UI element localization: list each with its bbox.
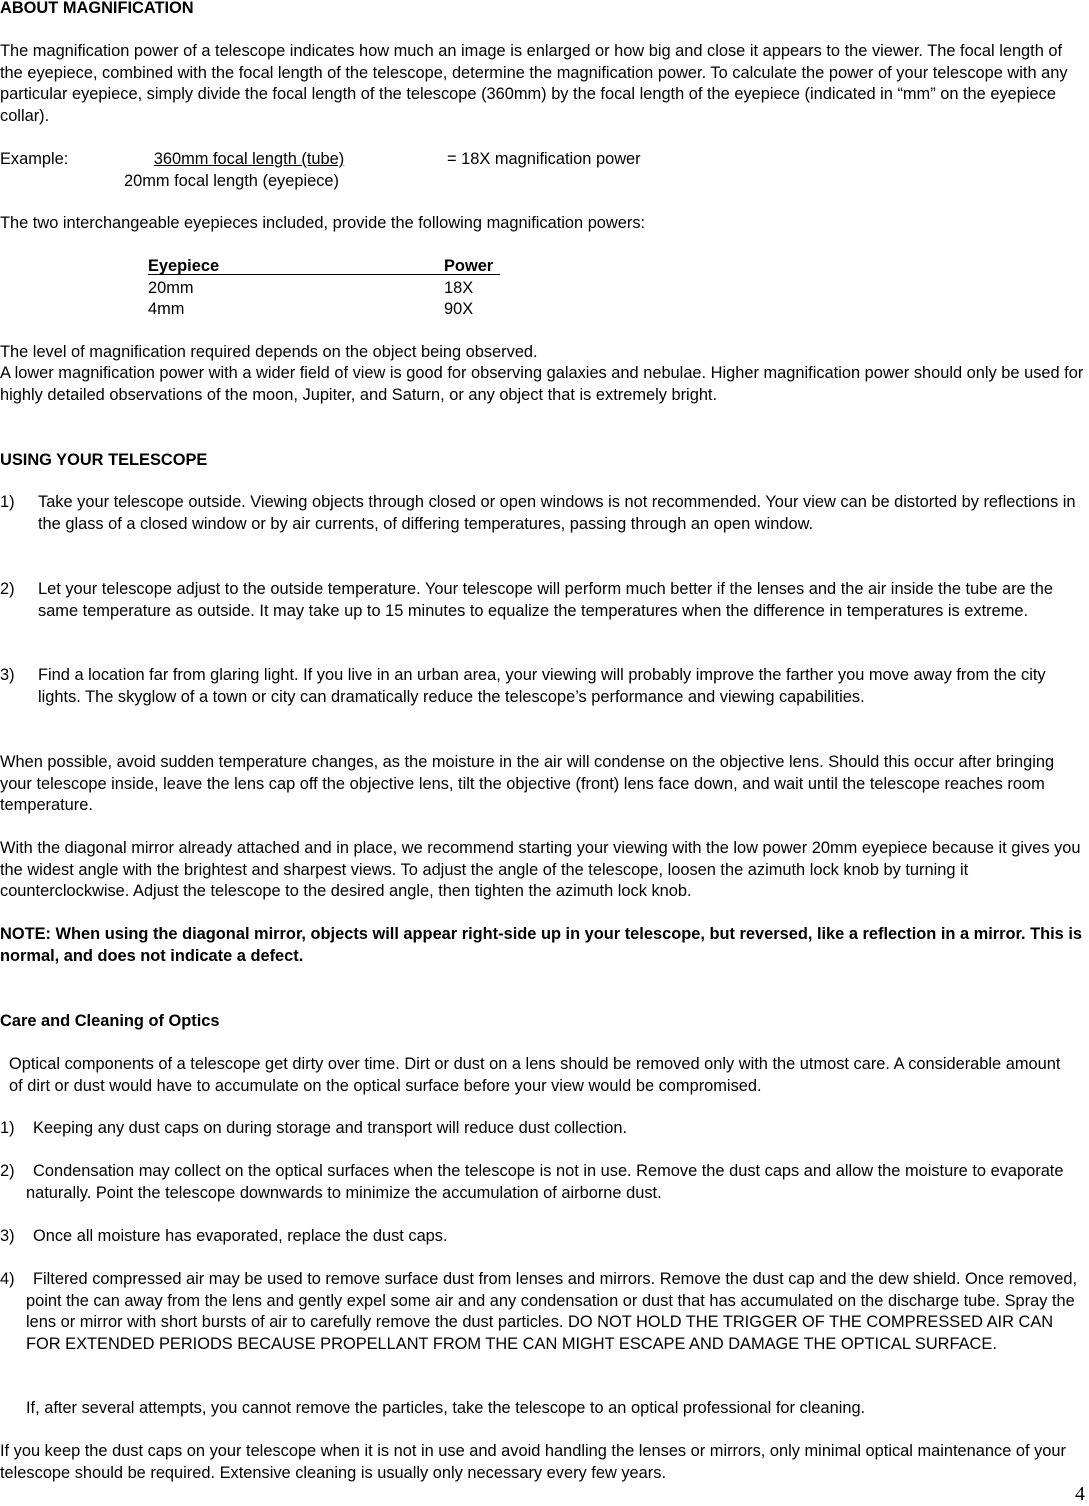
list-item-text: Find a location far from glaring light. If you live in an urban area, your viewing will probably improve the farther you move away from the city lights. The skyglow of a town or city can dramatically reduce the telescope’s performance and viewing capabilities. — [38, 666, 1046, 706]
list-item-number: 3) — [0, 1227, 15, 1245]
list-item-number: 1) — [0, 1119, 15, 1137]
list-item-number: 2) — [0, 1162, 15, 1180]
example-denominator: 20mm focal length (eyepiece) — [124, 172, 340, 190]
example-result: = 18X magnification power — [447, 150, 641, 168]
list-item-number: 1) — [0, 493, 15, 511]
care-heading: Care and Cleaning of Optics — [0, 1012, 220, 1030]
table-intro: The two interchangeable eyepieces included, provide the following magnification powers: — [0, 214, 646, 232]
followup-paragraph: If, after several attempts, you cannot remove the particles, take the telescope to an optical professional for cleaning. — [26, 1399, 866, 1417]
list-item-text: Keeping any dust caps on during storage and transport will reduce dust collection. — [33, 1119, 628, 1137]
using-heading: USING YOUR TELESCOPE — [0, 451, 208, 469]
magnification-level-line2: A lower magnification power with a wider field of view is good for observing galaxies and nebulae. Higher magnification power should only be used for highly detailed observations of the moon, Jupiter, and Saturn, or any object that is extremely bright. — [0, 364, 1084, 404]
list-item-number: 3) — [0, 666, 15, 684]
diagonal-paragraph: With the diagonal mirror already attached and in place, we recommend starting your viewing with the low power 20mm eyepiece because it gives you the widest angle with the brightest and sharpest views. To adjust the angle of the telescope, loosen the azimuth lock knob by turning it counterclockwise. Adjust the telescope to the desired angle, then tighten the azimuth lock knob. — [0, 839, 1081, 901]
table-cell-eyepiece: 20mm — [148, 279, 194, 297]
page-number: 4 — [1075, 1483, 1085, 1505]
note-paragraph: NOTE: When using the diagonal mirror, objects will appear right-side up in your telescope, but reversed, like a reflection in a mirror. This is normal, and does not indicate a defect. — [0, 925, 1083, 965]
list-item-number: 4) — [0, 1270, 15, 1288]
list-item-text: Let your telescope adjust to the outside temperature. Your telescope will perform much better if the lenses and the air inside the tube are the same temperature as outside. It may take up to 15 minutes to equalize the temperatures when the difference in temperatures is extreme. — [38, 580, 1054, 620]
list-item-text: Take your telescope outside. Viewing objects through closed or open windows is not recommended. Your view can be distorted by reflections in the glass of a closed window or by air currents, of differing temperatures, passing through an open window. — [38, 493, 1076, 533]
example-label: Example: — [0, 150, 69, 168]
magnification-level-line1: The level of magnification required depends on the object being observed. — [0, 343, 538, 361]
list-item-text: Filtered compressed air may be used to remove surface dust from lenses and mirrors. Remove the dust cap and the dew shield. Once removed, point the can away from the lens and gently expel some air and any condensation or dust that has accumulated on the discharge tube. Spray the lens or mirror with short bursts of air to carefully remove the dust particles. DO NOT HOLD THE TRIGGER OF THE COMPRESSED AIR CAN FOR EXTENDED PERIODS BECAUSE PROPELLANT FROM THE CAN MIGHT ESCAPE AND DAMAGE THE OPTICAL SURFACE. — [26, 1270, 1078, 1353]
list-item-text: Once all moisture has evaporated, replace the dust caps. — [33, 1227, 448, 1245]
table-header-eyepiece: Eyepiece — [148, 257, 220, 275]
magnification-heading: ABOUT MAGNIFICATION — [0, 0, 194, 17]
moisture-paragraph: When possible, avoid sudden temperature changes, as the moisture in the air will condense on the objective lens. Should this occur after bringing your telescope inside, leave the lens cap off the objective lens, tilt the objective (front) lens face down, and wait until the telescope reaches room temperature. — [0, 753, 1055, 815]
table-header-power: Power — [444, 257, 494, 275]
care-intro: Optical components of a telescope get dirty over time. Dirt or dust on a lens should be removed only with the utmost care. A considerable amount of dirt or dust would have to accumulate on the optical surface before your view would be compromised. — [9, 1055, 1061, 1095]
list-item-text: Condensation may collect on the optical surfaces when the telescope is not in use. Remove the dust caps and allow the moisture to evaporate naturally. Point the telescope downwards to minimize the accumulation of airborne dust. — [26, 1162, 1064, 1202]
example-numerator: 360mm focal length (tube) — [153, 150, 345, 168]
table-cell-power: 90X — [444, 300, 474, 318]
table-cell-power: 18X — [444, 279, 474, 297]
closing-paragraph: If you keep the dust caps on your telescope when it is not in use and avoid handling the lenses or mirrors, only minimal optical maintenance of your telescope should be required. Extensive cleaning is usually only necessary every few years. — [0, 1442, 1066, 1482]
magnification-intro: The magnification power of a telescope indicates how much an image is enlarged or how big and close it appears to the viewer. The focal length of the eyepiece, combined with the focal length of the telescope, determine the magnification power. To calculate the power of your telescope with any particular eyepiece, simply divide the focal length of the telescope (360mm) by the focal length of the eyepiece (indicated in “mm” on the eyepiece collar). — [0, 42, 1068, 125]
list-item-number: 2) — [0, 580, 15, 598]
table-cell-eyepiece: 4mm — [148, 300, 185, 318]
